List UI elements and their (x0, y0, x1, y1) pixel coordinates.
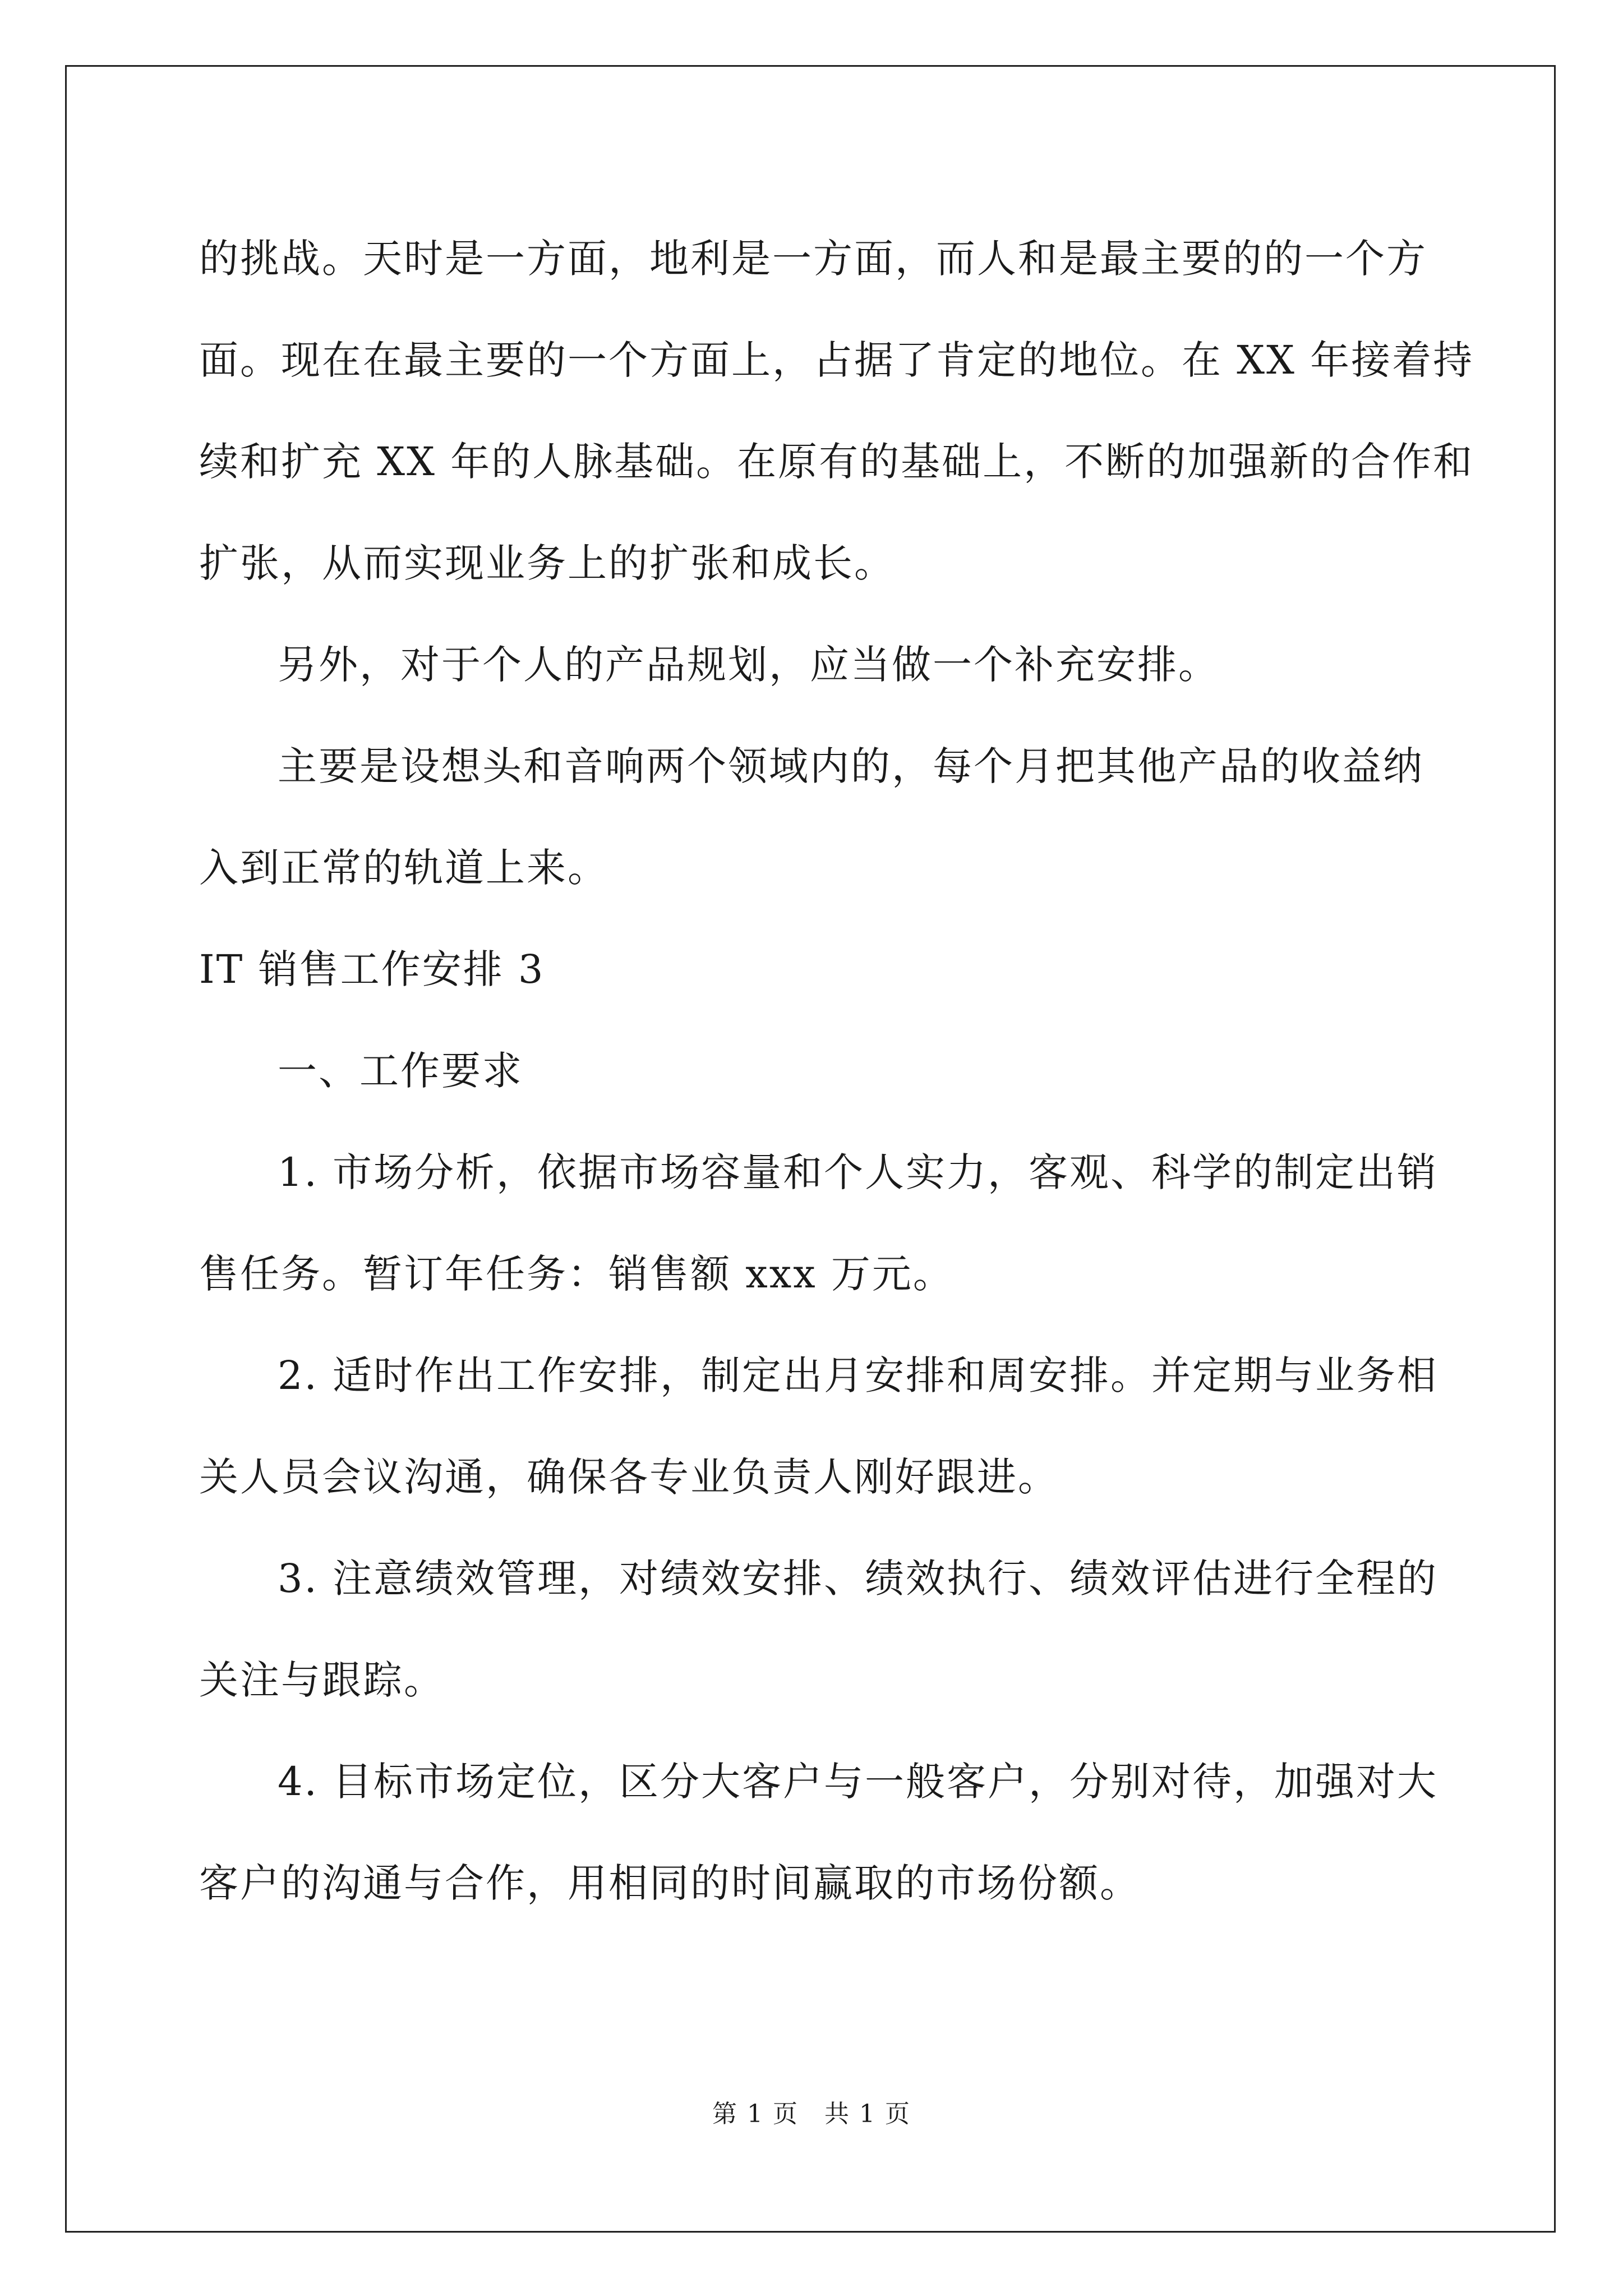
body-line: 续和扩充 XX 年的人脉基础。在原有的基础上，不断的加强新的合作和 (199, 439, 1474, 485)
section-heading: IT 销售工作安排 3 (199, 946, 545, 992)
list-item-line: 2. 适时作出工作安排，制定出月安排和周安排。并定期与业务相 (278, 1352, 1438, 1398)
list-item-line: 售任务。暂订年任务：销售额 xxx 万元。 (199, 1251, 954, 1297)
list-item-line: 关注与跟踪。 (199, 1657, 445, 1703)
list-item-line: 4. 目标市场定位，区分大客户与一般客户，分别对待，加强对大 (278, 1759, 1438, 1805)
body-line: 面。现在在最主要的一个方面上，占据了肯定的地位。在 XX 年接着持 (199, 337, 1474, 383)
body-line: 另外，对于个人的产品规划，应当做一个补充安排。 (278, 642, 1219, 688)
list-item-line: 1. 市场分析，依据市场容量和个人实力，客观、科学的制定出销 (278, 1149, 1438, 1195)
list-item-line: 3. 注意绩效管理，对绩效安排、绩效执行、绩效评估进行全程的 (278, 1556, 1438, 1602)
list-item-line: 客户的沟通与合作，用相同的时间赢取的市场份额。 (199, 1860, 1141, 1906)
body-line: 入到正常的轨道上来。 (199, 845, 608, 891)
list-item-line: 关人员会议沟通，确保各专业负责人刚好跟进。 (199, 1454, 1059, 1500)
page-footer: 第 1 页 共 1 页 (712, 2100, 911, 2128)
subsection-heading: 一、工作要求 (278, 1048, 523, 1094)
body-line: 主要是设想头和音响两个领域内的，每个月把其他产品的收益纳 (278, 743, 1424, 789)
document-body (199, 208, 1474, 1934)
body-line: 的挑战。天时是一方面，地利是一方面，而人和是最主要的的一个方 (199, 236, 1427, 282)
body-line: 扩张，从而实现业务上的扩张和成长。 (199, 540, 895, 586)
